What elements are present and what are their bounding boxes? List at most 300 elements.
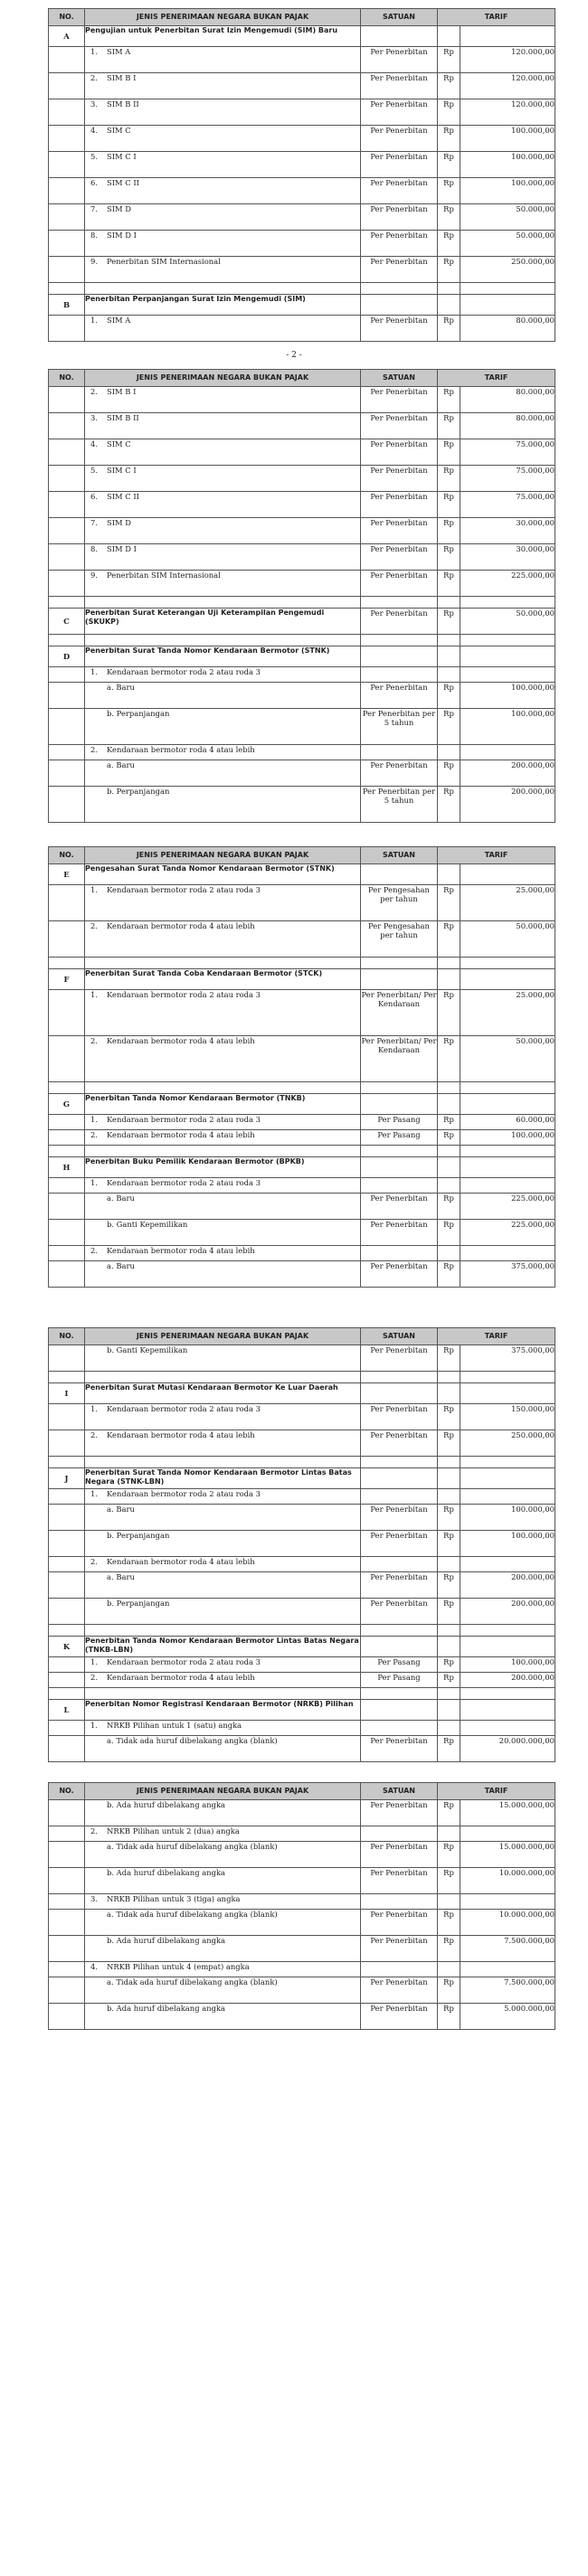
tariff-value: 150.000,00 (460, 1404, 555, 1430)
tariff-value (460, 1826, 555, 1842)
currency-label: Rp (438, 439, 460, 466)
item-number: 9. (90, 571, 98, 580)
section-letter: I (49, 1383, 85, 1404)
tariff-value: 15.000.000,00 (460, 1800, 555, 1826)
currency-label: Rp (438, 492, 460, 518)
table-row (49, 760, 555, 787)
item-number: 1. (90, 47, 98, 56)
page-number: - 2 - (286, 351, 302, 360)
item-number: 1. (90, 1115, 98, 1124)
currency-label: Rp (438, 2004, 460, 2030)
unit-cell: Per Penerbitan (361, 1430, 438, 1457)
tariff-value: 100.000,00 (460, 1505, 555, 1531)
item-number: 1. (90, 1489, 98, 1498)
section-row-f (49, 969, 555, 990)
unit-cell: Per Penerbitan (361, 1868, 438, 1894)
table-row (49, 1599, 555, 1625)
currency-label (438, 1082, 460, 1094)
item-label: 4. SIM C (85, 439, 361, 466)
tariff-table-4 (48, 1327, 555, 1762)
item-label: a. Baru (85, 1505, 361, 1531)
table-row (49, 571, 555, 597)
tariff-value (460, 26, 555, 47)
unit-cell: Per Penerbitan (361, 204, 438, 231)
item-label: b. Ada huruf dibelakang angka (85, 1936, 361, 1962)
tariff-value: 50.000,00 (460, 609, 555, 635)
unit-cell: Per Penerbitan (361, 152, 438, 178)
table-header-row (49, 9, 555, 26)
section-title: Penerbitan Tanda Nomor Kendaraan Bermotor (TNKB) (85, 1094, 361, 1115)
unit-cell: Per Penerbitan (361, 47, 438, 73)
currency-label (438, 1094, 460, 1115)
unit-cell: Per Penerbitan per 5 tahun (361, 709, 438, 745)
currency-label: Rp (438, 1261, 460, 1288)
item-label: SIM D (107, 204, 131, 213)
item-number: 2. (90, 1673, 98, 1682)
item-label: a. Tidak ada huruf dibelakang angka (blank) (85, 1910, 361, 1936)
unit-cell: Per Penerbitan (361, 1220, 438, 1246)
item-number: 4. (90, 1962, 98, 1971)
header-satuan: SATUAN (361, 9, 438, 26)
tariff-value (460, 283, 555, 295)
unit-cell: Per Penerbitan (361, 609, 438, 635)
tariff-value: 60.000,00 (460, 1115, 555, 1130)
tariff-value (460, 1157, 555, 1178)
table-row (49, 1657, 555, 1673)
item-label: a. Baru (85, 1194, 361, 1220)
tariff-value: 250.000,00 (460, 1430, 555, 1457)
currency-label: Rp (438, 126, 460, 152)
header-jenis: JENIS PENERIMAAN NEGARA BUKAN PAJAK (85, 9, 361, 26)
unit-cell: Per Penerbitan per 5 tahun (361, 787, 438, 823)
table-row (49, 231, 555, 257)
tariff-value: 30.000,00 (460, 544, 555, 571)
currency-label (438, 597, 460, 609)
table-header-row: NO. JENIS PENERIMAAN NEGARA BUKAN PAJAK SATUAN TARIF (49, 370, 555, 387)
item-label: SIM D I (107, 231, 137, 240)
item-label: 8. SIM D I (85, 544, 361, 571)
item-label: 2. Kendaraan bermotor roda 4 atau lebih (85, 745, 361, 760)
tariff-value: 200.000,00 (460, 1572, 555, 1599)
item-label: 1. Kendaraan bermotor roda 2 atau roda 3 (85, 1489, 361, 1505)
unit-cell: Per Penerbitan (361, 316, 438, 342)
currency-label (438, 1383, 460, 1404)
item-number: 5. (90, 152, 98, 161)
table-row (49, 885, 555, 921)
item-number: 9. (90, 257, 98, 266)
section-letter: L (49, 1700, 85, 1721)
currency-label: Rp (438, 1194, 460, 1220)
table-row (49, 1977, 555, 2004)
table-row (49, 1404, 555, 1430)
tariff-table-1 (48, 8, 555, 342)
unit-cell: Per Penerbitan (361, 571, 438, 597)
currency-label: Rp (438, 1220, 460, 1246)
section-title: Pengujian untuk Penerbitan Surat Izin Mengemudi (SIM) Baru (85, 26, 361, 47)
unit-cell: Per Penerbitan/ Per Kendaraan (361, 1036, 438, 1082)
table-row (49, 921, 555, 958)
item-number: 8. (90, 544, 98, 553)
item-number: 2. (90, 387, 98, 396)
item-label: b. Ganti Kepemilikan (85, 1345, 361, 1372)
currency-label: Rp (438, 257, 460, 283)
currency-label: Rp (438, 1115, 460, 1130)
tariff-value: 100.000,00 (460, 683, 555, 709)
tariff-value: 200.000,00 (460, 760, 555, 787)
table-row (49, 1115, 555, 1130)
table-header-row: NO. JENIS PENERIMAAN NEGARA BUKAN PAJAK SATUAN TARIF (49, 847, 555, 864)
tariff-value: 20.000.000,00 (460, 1736, 555, 1762)
currency-label (438, 1557, 460, 1572)
item-label: 1. Kendaraan bermotor roda 2 atau roda 3 (85, 1115, 361, 1130)
unit-cell: Per Penerbitan (361, 1736, 438, 1762)
table-row (49, 1531, 555, 1557)
unit-cell (361, 1489, 438, 1505)
header-no: NO. (49, 9, 85, 26)
tariff-value (460, 1372, 555, 1383)
tariff-value: 120.000,00 (460, 99, 555, 126)
unit-cell: Per Penerbitan (361, 1261, 438, 1288)
table-row (49, 178, 555, 204)
tariff-value (460, 1082, 555, 1094)
currency-label (438, 667, 460, 683)
item-number: 5. (90, 466, 98, 475)
tariff-value: 5.000.000,00 (460, 2004, 555, 2030)
unit-cell: Per Penerbitan (361, 231, 438, 257)
item-label: a. Baru (85, 1261, 361, 1288)
item-label: 2. Kendaraan bermotor roda 4 atau lebih (85, 1130, 361, 1146)
item-label (85, 126, 361, 152)
section-row-g (49, 1094, 555, 1115)
item-label: 7. SIM D (85, 518, 361, 544)
unit-cell: Per Penerbitan (361, 1194, 438, 1220)
currency-label (438, 1826, 460, 1842)
currency-label: Rp (438, 466, 460, 492)
item-number: 4. (90, 126, 98, 135)
table-row (49, 1220, 555, 1246)
currency-label: Rp (438, 787, 460, 823)
currency-label (438, 26, 460, 47)
table-row (49, 152, 555, 178)
unit-cell: Per Penerbitan (361, 1505, 438, 1531)
unit-cell: Per Pasang (361, 1115, 438, 1130)
table-row (49, 47, 555, 73)
table-row (49, 2004, 555, 2030)
item-label: SIM C I (107, 152, 137, 161)
currency-label: Rp (438, 544, 460, 571)
table-row (49, 204, 555, 231)
unit-cell: Per Penerbitan (361, 126, 438, 152)
tariff-value (460, 1383, 555, 1404)
unit-cell: Per Penerbitan (361, 1910, 438, 1936)
section-title: Penerbitan Tanda Nomor Kendaraan Bermotor Lintas Batas Negara (TNKB-LBN) (85, 1637, 361, 1657)
tariff-value (460, 1094, 555, 1115)
item-number: 8. (90, 231, 98, 240)
section-row-d (49, 646, 555, 667)
currency-label: Rp (438, 1404, 460, 1430)
table-row (49, 1345, 555, 1372)
section-title: Penerbitan Perpanjangan Surat Izin Mengemudi (SIM) (85, 295, 361, 316)
item-number: 3. (90, 413, 98, 422)
item-label: a. Baru (85, 760, 361, 787)
currency-label: Rp (438, 1842, 460, 1868)
item-label: a. Baru (85, 683, 361, 709)
table-row (49, 492, 555, 518)
unit-cell: Per Penerbitan (361, 73, 438, 99)
table-row (49, 1572, 555, 1599)
tariff-value: 100.000,00 (460, 126, 555, 152)
tariff-value: 200.000,00 (460, 787, 555, 823)
currency-label (438, 1688, 460, 1700)
unit-cell (361, 1246, 438, 1261)
currency-label: Rp (438, 518, 460, 544)
table-row (49, 466, 555, 492)
item-label: 5. SIM C I (85, 466, 361, 492)
currency-label (438, 1700, 460, 1721)
item-number: 2. (90, 1246, 98, 1255)
currency-label (438, 1962, 460, 1977)
currency-label (438, 1894, 460, 1910)
item-number: 7. (90, 204, 98, 213)
table-row (49, 1868, 555, 1894)
tariff-value (460, 864, 555, 885)
unit-cell: Per Penerbitan (361, 439, 438, 466)
table-row (49, 73, 555, 99)
item-label: b. Ada huruf dibelakang angka (85, 1800, 361, 1826)
item-label (85, 257, 361, 283)
currency-label (438, 646, 460, 667)
item-number: 2. (90, 1130, 98, 1139)
tariff-value: 225.000,00 (460, 1220, 555, 1246)
currency-label: Rp (438, 73, 460, 99)
item-label: 2. NRKB Pilihan untuk 2 (dua) angka (85, 1826, 361, 1842)
currency-label (438, 1637, 460, 1657)
unit-cell: Per Penerbitan (361, 2004, 438, 2030)
tariff-value (460, 1489, 555, 1505)
item-number: 2. (90, 1430, 98, 1439)
tariff-value: 15.000.000,00 (460, 1842, 555, 1868)
currency-label: Rp (438, 990, 460, 1036)
tariff-value: 200.000,00 (460, 1673, 555, 1688)
currency-label (438, 283, 460, 295)
currency-label: Rp (438, 1868, 460, 1894)
unit-cell: Per Penerbitan (361, 1572, 438, 1599)
currency-label: Rp (438, 1800, 460, 1826)
currency-label: Rp (438, 1130, 460, 1146)
section-letter: B (49, 295, 85, 316)
item-number: 3. (90, 1894, 98, 1903)
tariff-table-2 (48, 369, 555, 823)
unit-cell (361, 1826, 438, 1842)
unit-cell: Per Penerbitan (361, 99, 438, 126)
item-number: 6. (90, 492, 98, 501)
unit-cell: Per Penerbitan (361, 1599, 438, 1625)
currency-label (438, 1468, 460, 1489)
tariff-value (460, 597, 555, 609)
section-letter: C (49, 609, 85, 635)
table-row (49, 387, 555, 413)
item-label: a. Tidak ada huruf dibelakang angka (blank) (85, 1736, 361, 1762)
unit-cell (361, 646, 438, 667)
item-number: 1. (90, 1657, 98, 1666)
currency-label: Rp (438, 316, 460, 342)
table-row (49, 1910, 555, 1936)
unit-cell: Per Penerbitan (361, 1977, 438, 2004)
tariff-value (460, 1557, 555, 1572)
currency-label (438, 1146, 460, 1157)
item-label (85, 316, 361, 342)
unit-cell: Per Penerbitan (361, 544, 438, 571)
unit-cell: Per Penerbitan (361, 413, 438, 439)
table-row (49, 126, 555, 152)
currency-label (438, 1372, 460, 1383)
currency-label: Rp (438, 1736, 460, 1762)
table-row (49, 99, 555, 126)
tariff-value (460, 1894, 555, 1910)
tariff-value (460, 667, 555, 683)
item-label: b. Perpanjangan (85, 1531, 361, 1557)
unit-cell: Per Pasang (361, 1657, 438, 1673)
unit-cell: Per Penerbitan (361, 257, 438, 283)
table-row (49, 544, 555, 571)
table-row (49, 1130, 555, 1146)
unit-cell (361, 1157, 438, 1178)
section-row-b (49, 295, 555, 316)
currency-label: Rp (438, 1599, 460, 1625)
tariff-value: 100.000,00 (460, 1130, 555, 1146)
item-label: a. Baru (85, 1572, 361, 1599)
currency-label: Rp (438, 1977, 460, 2004)
unit-cell: Per Penerbitan (361, 518, 438, 544)
item-label (85, 47, 361, 73)
tariff-value (460, 1146, 555, 1157)
table-row (49, 439, 555, 466)
tariff-value (460, 635, 555, 646)
item-label (85, 152, 361, 178)
tariff-value: 100.000,00 (460, 709, 555, 745)
item-label: 6. SIM C II (85, 492, 361, 518)
unit-cell: Per Penerbitan (361, 760, 438, 787)
tariff-value: 80.000,00 (460, 387, 555, 413)
unit-cell (361, 295, 438, 316)
table-row (49, 257, 555, 283)
table-row (49, 1842, 555, 1868)
table-row (49, 413, 555, 439)
item-number: 2. (90, 1036, 98, 1045)
currency-label: Rp (438, 760, 460, 787)
unit-cell: Per Penerbitan (361, 1404, 438, 1430)
unit-cell: Per Penerbitan (361, 1345, 438, 1372)
table-row (49, 316, 555, 342)
tariff-value (460, 1457, 555, 1468)
unit-cell (361, 969, 438, 990)
unit-cell (361, 1094, 438, 1115)
item-label: 1. Kendaraan bermotor roda 2 atau roda 3 (85, 667, 361, 683)
currency-label: Rp (438, 921, 460, 958)
section-title: Penerbitan Surat Keterangan Uji Keterampilan Pengemudi (SKUKP) (85, 609, 361, 635)
section-letter: A (49, 26, 85, 47)
item-number: 6. (90, 178, 98, 187)
table-row (49, 990, 555, 1036)
tariff-value: 100.000,00 (460, 152, 555, 178)
currency-label: Rp (438, 1430, 460, 1457)
tariff-value: 100.000,00 (460, 178, 555, 204)
item-label: 1. Kendaraan bermotor roda 2 atau roda 3 (85, 990, 361, 1036)
item-label: 2. SIM B I (85, 387, 361, 413)
item-number: 1. (90, 316, 98, 325)
unit-cell (361, 864, 438, 885)
item-label (85, 178, 361, 204)
unit-cell: Per Penerbitan (361, 1800, 438, 1826)
item-number: 3. (90, 99, 98, 109)
currency-label: Rp (438, 99, 460, 126)
tariff-value: 30.000,00 (460, 518, 555, 544)
table-header-row: NO. JENIS PENERIMAAN NEGARA BUKAN PAJAK SATUAN TARIF (49, 1783, 555, 1800)
tariff-value: 75.000,00 (460, 466, 555, 492)
currency-label: Rp (438, 47, 460, 73)
unit-cell (361, 1383, 438, 1404)
tariff-value: 225.000,00 (460, 571, 555, 597)
item-label (85, 204, 361, 231)
tariff-value: 50.000,00 (460, 204, 555, 231)
item-label: SIM A (107, 316, 131, 325)
currency-label: Rp (438, 1036, 460, 1082)
section-letter: J (49, 1468, 85, 1489)
item-label: SIM A (107, 47, 131, 56)
tariff-value (460, 1688, 555, 1700)
table-row (49, 1936, 555, 1962)
item-label: SIM C (107, 126, 131, 135)
item-label: 2. Kendaraan bermotor roda 4 atau lebih (85, 1430, 361, 1457)
section-row-a (49, 26, 555, 47)
tariff-value: 100.000,00 (460, 1657, 555, 1673)
table-row (49, 709, 555, 745)
unit-cell (361, 667, 438, 683)
tariff-value: 100.000,00 (460, 1531, 555, 1557)
item-number: 1. (90, 1721, 98, 1730)
section-title: Penerbitan Surat Mutasi Kendaraan Bermotor Ke Luar Daerah (85, 1383, 361, 1404)
currency-label: Rp (438, 178, 460, 204)
tariff-value: 10.000.000,00 (460, 1868, 555, 1894)
item-label: b. Perpanjangan (85, 787, 361, 823)
unit-cell: Per Penerbitan (361, 387, 438, 413)
unit-cell: Per Pengesahan per tahun (361, 921, 438, 958)
tariff-value: 80.000,00 (460, 316, 555, 342)
tariff-value: 50.000,00 (460, 921, 555, 958)
item-label: 2. Kendaraan bermotor roda 4 atau lebih (85, 921, 361, 958)
unit-cell: Per Penerbitan (361, 1936, 438, 1962)
tariff-value: 120.000,00 (460, 47, 555, 73)
tariff-value: 25.000,00 (460, 990, 555, 1036)
item-number: 2. (90, 73, 98, 82)
unit-cell: Per Pengesahan per tahun (361, 885, 438, 921)
unit-cell: Per Penerbitan (361, 492, 438, 518)
currency-label: Rp (438, 683, 460, 709)
currency-label (438, 958, 460, 969)
currency-label (438, 295, 460, 316)
table-row (49, 1430, 555, 1457)
item-label: SIM B I (107, 73, 137, 82)
item-number: 2. (90, 921, 98, 930)
unit-cell (361, 1178, 438, 1194)
currency-label: Rp (438, 571, 460, 597)
unit-cell (361, 1557, 438, 1572)
unit-cell (361, 1468, 438, 1489)
item-number: 4. (90, 439, 98, 448)
section-title: Penerbitan Surat Tanda Nomor Kendaraan Bermotor Lintas Batas Negara (STNK-LBN) (85, 1468, 361, 1489)
item-number: 7. (90, 518, 98, 527)
section-row-j (49, 1468, 555, 1489)
